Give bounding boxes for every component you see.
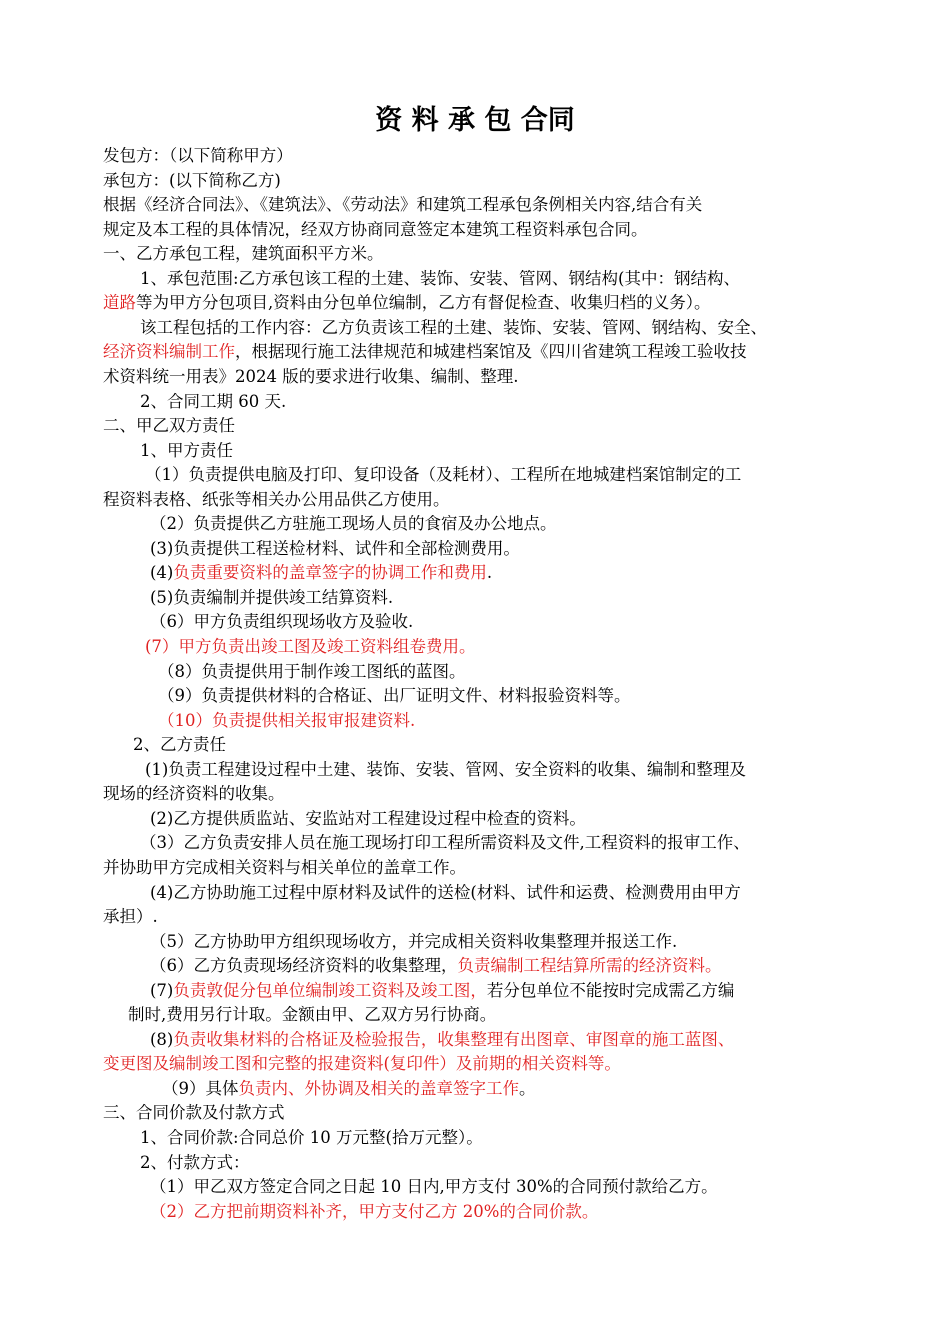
- contract-line: [150, 1028, 734, 1052]
- line-text: 2、合同工期 60 天.: [140, 391, 287, 411]
- line-text: 等为甲方分包项目,资料由分包单位编制，乙方有督促检查、收集归档的义务）。: [136, 293, 711, 313]
- line-text: 一、乙方承包工程，建筑面积平方米。: [103, 244, 384, 264]
- contract-line: [150, 881, 741, 905]
- line-text: （9）具体: [162, 1078, 239, 1098]
- line-text: 根据《经济合同法》、《建筑法》、《劳动法》和建筑工程承包条例相关内容,结合有关: [103, 195, 703, 215]
- contract-line: [162, 1077, 536, 1101]
- highlighted-text: （2）: [150, 1201, 194, 1221]
- contract-line: [150, 979, 734, 1003]
- line-text: ，根据现行施工法律规范和城建档案馆及《四川省建筑工程竣工验收技: [235, 342, 747, 362]
- line-text: 三、合同价款及付款方式: [103, 1103, 285, 1123]
- contract-line: [140, 316, 767, 340]
- contract-line: [140, 1126, 483, 1150]
- contract-line: [103, 144, 293, 168]
- line-text: 程资料表格、纸张等相关办公用品供乙方使用。: [103, 489, 450, 509]
- highlighted-text: 负责收集材料的合格证及检验报告，收集整理有出图章、审图章的施工蓝图、: [173, 1029, 735, 1049]
- contract-line: [150, 1175, 718, 1199]
- contract-line: [150, 1200, 598, 1224]
- line-text: 现场的经济资料的收集。: [103, 784, 285, 804]
- line-text: (7): [150, 980, 174, 1000]
- contract-line: [103, 365, 518, 389]
- contract-line: [140, 439, 233, 463]
- line-text: （1）甲乙双方签定合同之日起 10 日内,甲方支付 30%的合同预付款给乙方。: [150, 1177, 718, 1197]
- highlighted-text: 负责编制工程结算所需的经济资料。: [457, 956, 722, 976]
- contract-line: [103, 856, 466, 880]
- highlighted-text: （10）负责提供相关报审报建资料.: [158, 710, 416, 730]
- contract-line: [145, 635, 475, 659]
- contract-line: [150, 537, 520, 561]
- contract-line: [158, 709, 415, 733]
- line-text: (2)乙方提供质监站、安监站对工程建设过程中检查的资料。: [150, 808, 586, 828]
- highlighted-text: 负责重要资料的盖章签字的协调工作和费用: [173, 563, 487, 583]
- line-text: 2、付款方式：: [140, 1152, 250, 1172]
- line-text: (3)负责提供工程送检材料、试件和全部检测费用。: [150, 538, 520, 558]
- highlighted-text: 负责内、外协调及相关的盖章签字工作: [238, 1078, 519, 1098]
- line-text: (5)负责编制并提供竣工结算资料.: [150, 587, 394, 607]
- line-text: 并协助甲方完成相关资料与相关单位的盖章工作。: [103, 857, 466, 877]
- line-text: (1)负责工程建设过程中土建、装饰、安装、管网、安全资料的收集、编制和整理及: [145, 759, 746, 779]
- line-text: (4)乙方协助施工过程中原材料及试件的送检(材料、试件和运费、检测费用由甲方: [150, 882, 741, 902]
- line-text: （1）负责提供电脑及打印、复印设备（及耗材）、工程所在地城建档案馆制定的工: [145, 465, 742, 485]
- contract-line: [150, 512, 557, 536]
- contract-line: [103, 905, 158, 929]
- contract-line: [145, 758, 746, 782]
- contract-line: [158, 660, 466, 684]
- contract-line: [103, 782, 285, 806]
- highlighted-text: 甲方负责出竣工图及竣工资料组卷费用。: [178, 637, 476, 656]
- highlighted-text: 道路: [103, 293, 136, 313]
- line-text: （9）负责提供材料的合格证、出厂证明文件、材料报验资料等。: [158, 686, 631, 706]
- contract-line: [103, 242, 384, 266]
- line-text: 承包方：(以下简称乙方): [103, 170, 281, 190]
- highlighted-text: 变更图及编制竣工图和完整的报建资料(复印件）及前期的相关资料等。: [103, 1054, 621, 1074]
- line-text: （6）甲方负责组织现场收方及验收.: [150, 612, 414, 632]
- contract-line: [103, 193, 702, 217]
- line-text: (8): [150, 1029, 174, 1049]
- contract-line: [140, 267, 740, 291]
- contract-line: [103, 340, 747, 364]
- contract-line: [150, 930, 677, 954]
- line-text: 二、甲乙双方责任: [103, 416, 235, 436]
- highlighted-text: 经济资料编制工作: [103, 342, 235, 362]
- line-text: （3）乙方负责安排人员在施工现场打印工程所需资料及文件,工程资料的报审工作、: [140, 833, 750, 853]
- contract-line: [103, 414, 235, 438]
- line-text: 该工程包括的工作内容：乙方负责该工程的土建、装饰、安装、管网、钢结构、安全、: [140, 317, 767, 337]
- contract-line: [150, 954, 722, 978]
- contract-line: [103, 291, 711, 315]
- line-text: （6）乙方负责现场经济资料的收集整理，: [150, 956, 458, 976]
- line-text: (4): [150, 563, 174, 583]
- line-text: 承担）.: [103, 907, 158, 927]
- contract-line: [140, 831, 750, 855]
- line-text: 。: [519, 1078, 536, 1098]
- line-text: .: [486, 563, 493, 583]
- line-text: （5）乙方协助甲方组织现场收方，并完成相关资料收集整理并报送工作.: [150, 931, 678, 951]
- highlighted-text: (7）: [145, 637, 179, 656]
- contract-line: [103, 1101, 285, 1125]
- line-text: （8）负责提供用于制作竣工图纸的蓝图。: [158, 661, 466, 681]
- contract-line: [158, 684, 631, 708]
- contract-line: [133, 733, 226, 757]
- contract-line: [140, 1151, 250, 1175]
- line-text: 1、承包范围:乙方承包该工程的土建、装饰、安装、管网、钢结构(其中：钢结构、: [140, 268, 740, 288]
- contract-line: [103, 1052, 621, 1076]
- contract-line: [140, 390, 286, 414]
- line-text: 术资料统一用表》2024 版的要求进行收集、编制、整理.: [103, 366, 519, 386]
- contract-line: [103, 169, 281, 193]
- line-text: 发包方：（以下简称甲方）: [103, 146, 293, 165]
- contract-line: [150, 807, 586, 831]
- contract-line: [103, 488, 450, 512]
- contract-line: [150, 610, 413, 634]
- highlighted-text: 乙方把前期资料补齐，甲方支付乙方 20%的合同价款。: [193, 1201, 599, 1221]
- contract-line: [145, 463, 741, 487]
- contract-line: [103, 218, 648, 242]
- contract-line: [128, 1003, 496, 1027]
- line-text: 制时,费用另行计取。金额由甲、乙双方另行协商。: [128, 1005, 497, 1025]
- line-text: 规定及本工程的具体情况，经双方协商同意签定本建筑工程资料承包合同。: [103, 219, 648, 239]
- page-title: 资 料 承 包 合同: [375, 105, 575, 136]
- line-text: 1、甲方责任: [140, 440, 233, 460]
- line-text: 若分包单位不能按时完成需乙方编: [486, 980, 735, 1000]
- highlighted-text: 负责敦促分包单位编制竣工资料及竣工图，: [173, 980, 487, 1000]
- contract-line: [150, 561, 492, 585]
- line-text: （2）负责提供乙方驻施工现场人员的食宿及办公地点。: [150, 514, 557, 534]
- contract-line: [150, 586, 393, 610]
- line-text: 1、合同价款:合同总价 10 万元整(拾万元整）。: [140, 1128, 483, 1147]
- line-text: 2、乙方责任: [133, 735, 226, 755]
